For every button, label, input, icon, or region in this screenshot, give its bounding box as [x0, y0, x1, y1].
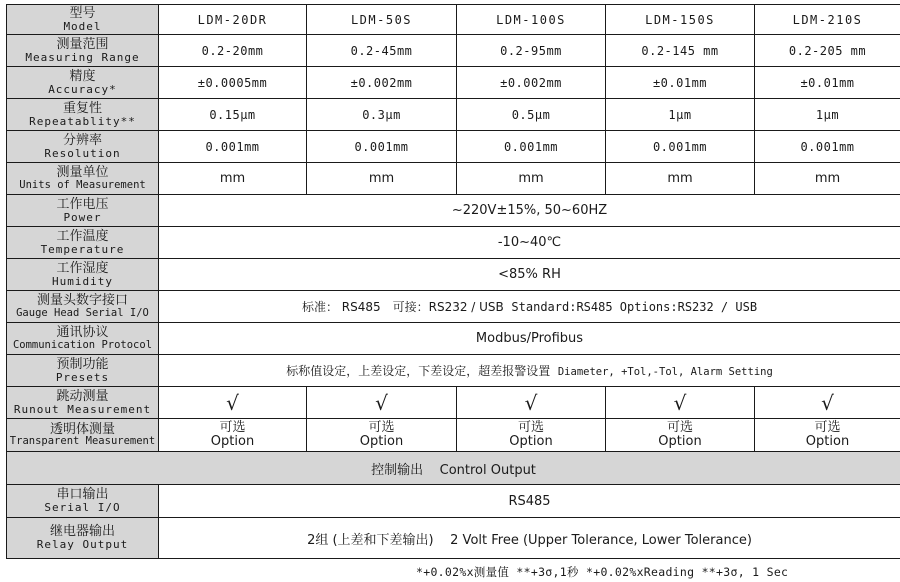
repeatability-value: 1μm [755, 99, 900, 131]
footnote: *+0.02%x测量值 **+3σ,1秒 *+0.02%xReading **+3σ, 1 Sec [416, 565, 789, 579]
model-row [7, 5, 900, 35]
model-name: LDM-210S [755, 5, 900, 35]
option-label-zh: 可选 [368, 420, 395, 436]
transparent-header [7, 419, 159, 452]
runout-row [7, 387, 900, 419]
control-output-label-zh: 控制输出 [371, 462, 424, 478]
range-header [7, 35, 159, 67]
units-value: mm [606, 163, 755, 195]
runout-header [7, 387, 159, 419]
resolution-value: 0.001mm [159, 131, 307, 163]
model-name: LDM-100S [457, 5, 606, 35]
units-label-zh: 测量单位 [56, 165, 109, 181]
range-row [7, 35, 900, 67]
power-row [7, 195, 900, 227]
humidity-value: <85% RH [159, 259, 900, 291]
transparent-option [457, 419, 606, 452]
check-mark-icon: √ [159, 387, 307, 419]
relay-output-value-zh: 2组 (上差和下差输出) [307, 532, 434, 548]
protocol-row [7, 323, 900, 355]
model-name: LDM-50S [307, 5, 457, 35]
resolution-value: 0.001mm [307, 131, 457, 163]
control-output-section [7, 452, 900, 485]
range-value: 0.2-205 mm [755, 35, 900, 67]
repeatability-value: 1μm [606, 99, 755, 131]
serial-interface-value [159, 291, 900, 323]
accuracy-value: ±0.01mm [606, 67, 755, 99]
option-label-en: Option [805, 434, 850, 449]
relay-output-label-zh: 继电器输出 [49, 524, 115, 540]
repeatability-row [7, 99, 900, 131]
resolution-label-en: Resolution [44, 146, 121, 160]
serial-output-row [7, 485, 900, 518]
humidity-header [7, 259, 159, 291]
power-label-en: Power [63, 210, 102, 224]
transparent-option [159, 419, 307, 452]
units-value: mm [307, 163, 457, 195]
range-value: 0.2-45mm [307, 35, 457, 67]
control-output-label-en: Control Output [439, 462, 536, 478]
temperature-value: -10~40℃ [159, 227, 900, 259]
power-label-zh: 工作电压 [56, 196, 109, 212]
humidity-label-en: Humidity [52, 274, 113, 288]
check-mark-icon: √ [606, 387, 755, 419]
presets-label-en: Presets [55, 370, 110, 384]
resolution-header [7, 131, 159, 163]
option-label-zh: 可选 [517, 420, 544, 436]
check-mark-icon: √ [457, 387, 606, 419]
units-row [7, 163, 900, 195]
accuracy-value: ±0.01mm [755, 67, 900, 99]
serial-interface-header [7, 291, 159, 323]
units-header [7, 163, 159, 195]
humidity-label-zh: 工作湿度 [56, 260, 109, 276]
serial-interface-value-zh: 标准： RS485 可接：RS232 / USB [301, 300, 504, 314]
relay-output-value-en: 2 Volt Free (Upper Tolerance, Lower Tolerance) [450, 532, 752, 548]
serial-interface-label-en: Gauge Head Serial I/O [16, 306, 149, 319]
repeatability-header [7, 99, 159, 131]
option-label-en: Option [210, 434, 255, 449]
temperature-header [7, 227, 159, 259]
transparent-option [606, 419, 755, 452]
option-label-en: Option [359, 434, 404, 449]
resolution-row [7, 131, 900, 163]
relay-output-value [159, 518, 900, 559]
serial-interface-label-zh: 测量头数字接口 [36, 293, 128, 309]
relay-output-label-en: Relay Output [36, 538, 129, 552]
temperature-row [7, 227, 900, 259]
power-value: ~220V±15%, 50~60HZ [159, 195, 900, 227]
protocol-label-zh: 通讯协议 [56, 325, 109, 341]
relay-output-row [7, 518, 900, 559]
range-value: 0.2-20mm [159, 35, 307, 67]
repeatability-label-zh: 重复性 [62, 100, 102, 116]
runout-label-en: Runout Measurement [13, 402, 152, 416]
serial-interface-value-en: Standard:RS485 Options:RS232 / USB [511, 300, 758, 314]
protocol-label-en: Communication Protocol [12, 338, 153, 351]
accuracy-value: ±0.0005mm [159, 67, 307, 99]
accuracy-value: ±0.002mm [457, 67, 606, 99]
option-label-zh: 可选 [814, 420, 841, 436]
range-value: 0.2-95mm [457, 35, 606, 67]
transparent-option [755, 419, 900, 452]
resolution-value: 0.001mm [457, 131, 606, 163]
accuracy-label-en: Accuracy* [48, 82, 117, 96]
temperature-label-en: Temperature [40, 242, 125, 256]
resolution-value: 0.001mm [606, 131, 755, 163]
transparent-option [307, 419, 457, 452]
protocol-header [7, 323, 159, 355]
units-value: mm [457, 163, 606, 195]
model-label-en: Model [63, 19, 102, 33]
transparent-label-zh: 透明体测量 [49, 421, 115, 437]
resolution-value: 0.001mm [755, 131, 900, 163]
units-value: mm [755, 163, 900, 195]
relay-output-header [7, 518, 159, 559]
protocol-value: Modbus/Profibus [159, 323, 900, 355]
presets-value-zh: 标称值设定，上差设定，下差设定，超差报警设置 [286, 364, 551, 378]
option-label-zh: 可选 [219, 420, 246, 436]
model-name: LDM-150S [606, 5, 755, 35]
transparent-row [7, 419, 900, 452]
model-header [7, 5, 159, 35]
presets-row [7, 355, 900, 387]
serial-output-label-zh: 串口输出 [56, 487, 109, 503]
spec-table [6, 4, 900, 559]
model-label-zh: 型号 [69, 5, 96, 21]
option-label-en: Option [509, 434, 553, 449]
resolution-label-zh: 分辨率 [62, 132, 102, 148]
units-value: mm [159, 163, 307, 195]
accuracy-value: ±0.002mm [307, 67, 457, 99]
option-label-en: Option [658, 434, 702, 449]
range-value: 0.2-145 mm [606, 35, 755, 67]
temperature-label-zh: 工作温度 [56, 228, 109, 244]
repeatability-value: 0.3μm [307, 99, 457, 131]
presets-header [7, 355, 159, 387]
repeatability-value: 0.5μm [457, 99, 606, 131]
serial-output-label-en: Serial I/O [44, 501, 121, 515]
control-output-row [7, 452, 900, 485]
option-label-zh: 可选 [666, 420, 693, 436]
power-header [7, 195, 159, 227]
range-label-zh: 测量范围 [56, 36, 109, 52]
transparent-label-en: Transparent Measurement [9, 435, 156, 448]
serial-output-header [7, 485, 159, 518]
check-mark-icon: √ [307, 387, 457, 419]
repeatability-value: 0.15μm [159, 99, 307, 131]
presets-value [159, 355, 900, 387]
serial-output-value: RS485 [159, 485, 900, 518]
presets-label-zh: 预制功能 [56, 356, 109, 372]
accuracy-label-zh: 精度 [69, 68, 96, 84]
accuracy-header [7, 67, 159, 99]
check-mark-icon: √ [755, 387, 900, 419]
humidity-row [7, 259, 900, 291]
units-label-en: Units of Measurement [19, 178, 146, 191]
accuracy-row [7, 67, 900, 99]
repeatability-label-en: Repeatablity** [29, 114, 136, 128]
presets-value-en: Diameter, +Tol,-Tol, Alarm Setting [557, 366, 773, 378]
serial-interface-row [7, 291, 900, 323]
model-name: LDM-20DR [159, 5, 307, 35]
range-label-en: Measuring Range [25, 50, 140, 64]
runout-label-zh: 跳动测量 [56, 388, 109, 404]
